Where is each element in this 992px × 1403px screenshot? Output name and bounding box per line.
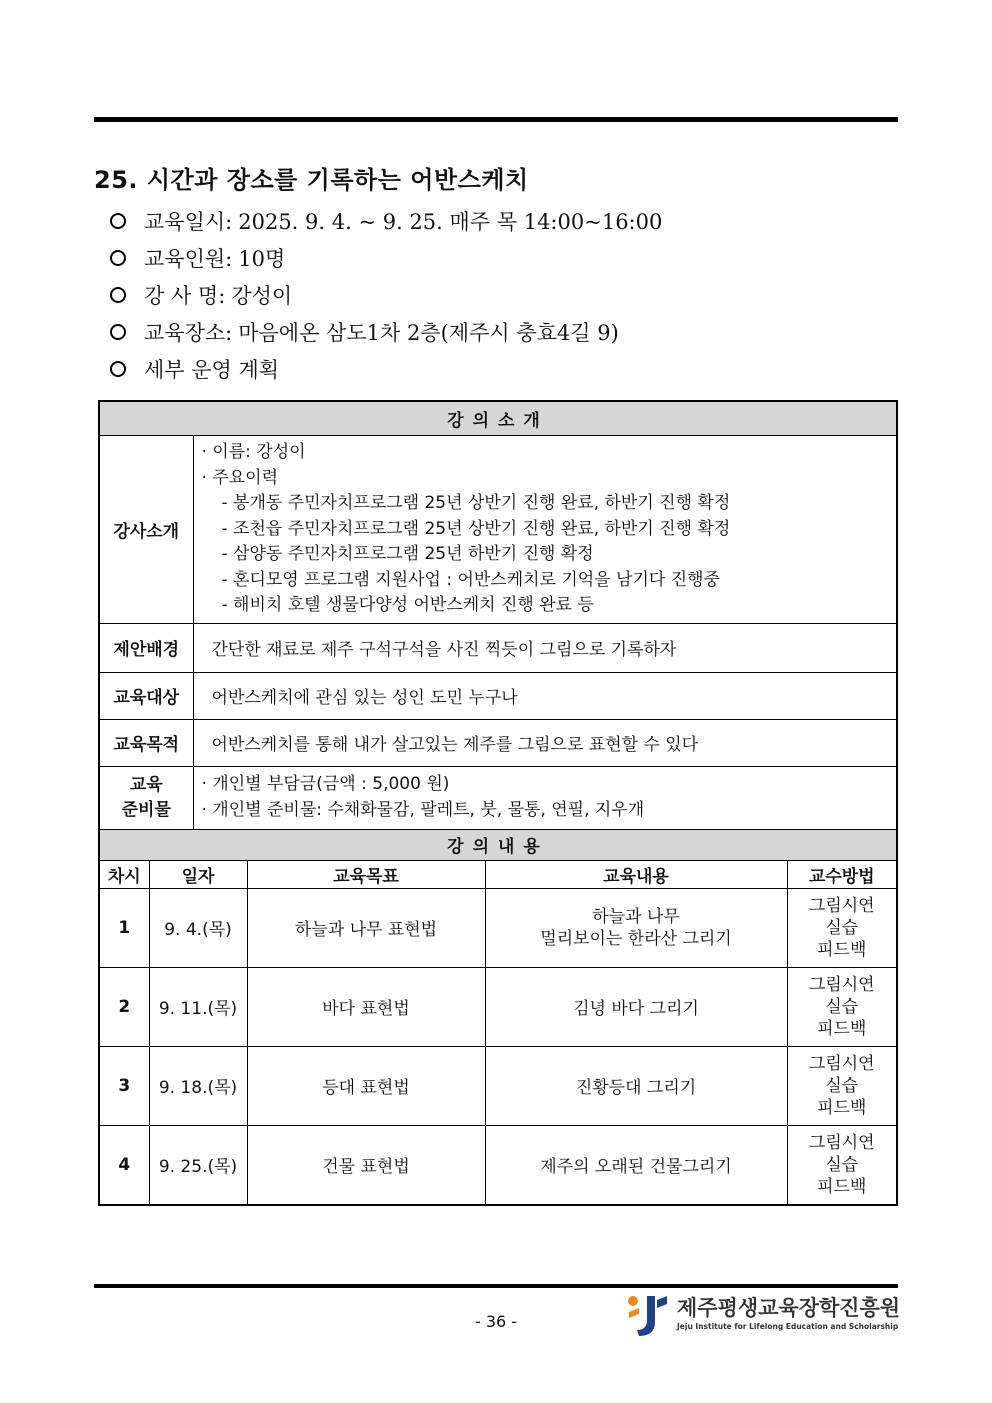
table-row: 2 9. 11.(목) 바다 표현법 김녕 바다 그리기 그림시연 실습 피드백 (99, 967, 897, 1046)
circle-bullet-icon (110, 250, 126, 266)
list-item: 교육인원: 10명 (108, 239, 662, 276)
column-header-goal: 교육목표 (247, 860, 485, 888)
circle-bullet-icon (110, 213, 126, 229)
purpose-text: 어반스케치를 통해 내가 살고있는 제주를 그림으로 표현할 수 있다 (193, 719, 897, 766)
logo-subtitle: Jeju Institute for Lifelong Education and Scholarship (677, 1322, 899, 1331)
table-row: 1 9. 4.(목) 하늘과 나무 표현법 하늘과 나무 멀리보이는 한라산 그리기 그림시연 실습 피드백 (99, 888, 897, 967)
overview-list (108, 202, 662, 387)
column-header-method: 교수방법 (787, 860, 897, 888)
supplies-details: · 개인별 부담금(금액 : 5,000 원) · 개인별 준비물: 수채화물감, 팔레트, 붓, 물통, 연필, 지우개 (193, 766, 897, 829)
bottom-rule (94, 1284, 898, 1288)
circle-bullet-icon (110, 361, 126, 377)
top-rule (94, 117, 898, 122)
intro-band-title: 강의소개 (99, 401, 897, 436)
purpose-label: 교육목적 (99, 719, 193, 766)
target-label: 교육대상 (99, 672, 193, 719)
background-label: 제안배경 (99, 623, 193, 672)
column-header-date: 일자 (149, 860, 247, 888)
background-text: 간단한 재료로 제주 구석구석을 사진 찍듯이 그림으로 기록하자 (193, 623, 897, 672)
column-header-session: 차시 (99, 860, 149, 888)
column-header-content: 교육내용 (485, 860, 787, 888)
program-table (98, 400, 898, 1206)
list-item: 강 사 명: 강성이 (108, 276, 662, 313)
content-band-title: 강의내용 (99, 829, 897, 860)
instructor-label: 강사소개 (99, 436, 193, 624)
instructor-details: · 이름: 강성이 · 주요이력 - 봉개동 주민자치프로그램 25년 상반기 진행 완료, 하반기 진행 확정 - 조천읍 주민자치프로그램 25년 상반기 진행 완료, 하반기 진행 확정 - 삼양동 주민자치프로그램 25년 하반기 진행 확정 - 혼디모영 프로그램 지원사업 : 어반스케치로 기억을 남기다 진행중 - 해비치 호텔 생물다양성 어반스케치 진행 완료 등 (193, 436, 897, 624)
circle-bullet-icon (110, 324, 126, 340)
table-row: 3 9. 18.(목) 등대 표현법 진황등대 그리기 그림시연 실습 피드백 (99, 1046, 897, 1125)
list-item: 교육장소: 마음에온 삼도1차 2층(제주시 충효4길 9) (108, 313, 662, 350)
section-heading: 25. 시간과 장소를 기록하는 어반스케치 (94, 166, 529, 194)
list-item: 교육일시: 2025. 9. 4. ~ 9. 25. 매주 목 14:00~16:00 (108, 202, 662, 239)
target-text: 어반스케치에 관심 있는 성인 도민 누구나 (193, 672, 897, 719)
list-item: 세부 운영 계획 (108, 350, 662, 387)
supplies-label: 교육 준비물 (99, 766, 193, 829)
page-number: - 36 - (474, 1312, 518, 1331)
circle-bullet-icon (110, 287, 126, 303)
institute-logo (625, 1292, 901, 1340)
jeju-institute-logo-icon (625, 1292, 671, 1338)
logo-name: 제주평생교육장학진흥원 (677, 1296, 901, 1320)
table-row: 4 9. 25.(목) 건물 표현법 제주의 오래된 건물그리기 그림시연 실습 피드백 (99, 1125, 897, 1205)
